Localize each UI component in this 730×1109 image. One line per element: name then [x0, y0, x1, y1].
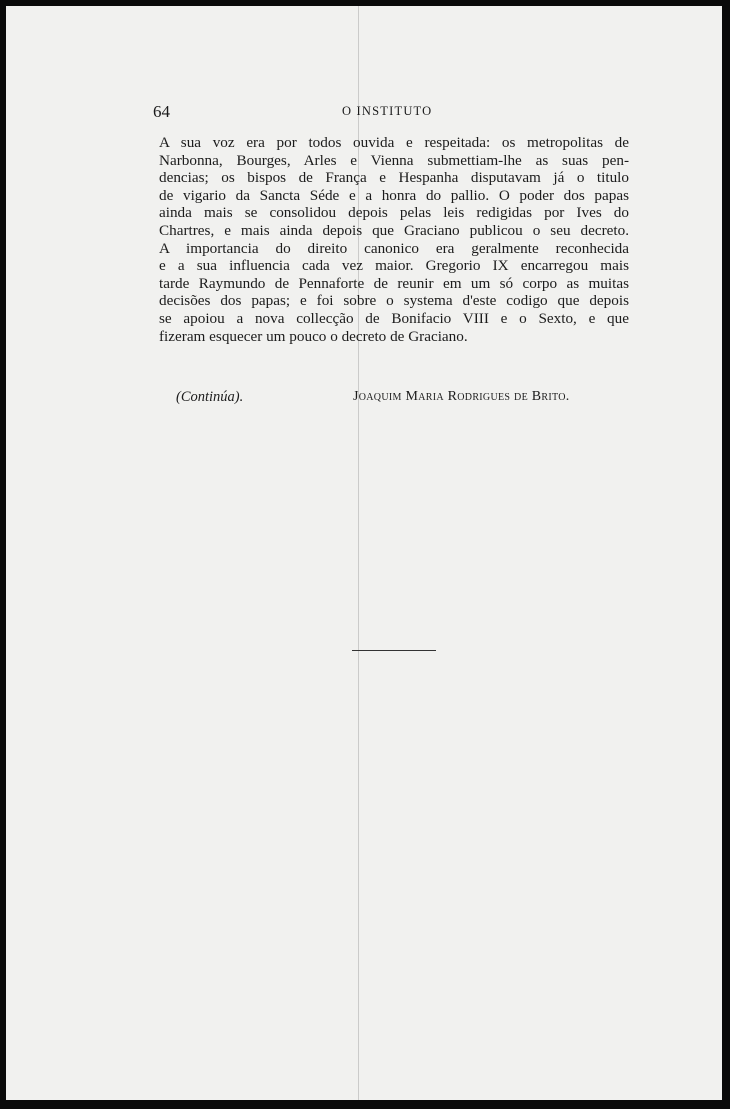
page-number: 64 — [153, 102, 170, 121]
text-line: Chartres, e mais ainda depois que Graciano publicou o seu decreto. — [159, 221, 629, 239]
text-line: ainda mais se consolidou depois pelas leis redigidas por Ives do — [159, 204, 629, 222]
continued-note: (Continúa). — [176, 389, 244, 405]
body-paragraph — [159, 134, 629, 345]
text-line: fizeram esquecer um pouco o decreto de Graciano. — [159, 327, 468, 345]
author-name: Joaquim Maria Rodrigues de Brito. — [353, 389, 570, 404]
signoff — [176, 389, 616, 409]
page-header — [153, 102, 593, 122]
text-line: decisões dos papas; e foi sobre o systema d'este codigo que depois — [159, 292, 629, 310]
text-line: de vigario da Sancta Séde e a honra do pallio. O poder dos papas — [159, 186, 629, 204]
text-line: tarde Raymundo de Pennaforte de reunir em um só corpo as muitas — [159, 274, 629, 292]
text-line: e a sua influencia cada vez maior. Gregorio IX encarregou mais — [159, 257, 629, 275]
text-line: Narbonna, Bourges, Arles e Vienna submettiam-lhe as suas pen- — [159, 151, 629, 169]
text-line: A importancia do direito canonico era geralmente reconhecida — [159, 239, 629, 257]
text-line: A sua voz era por todos ouvida e respeitada: os metropolitas de — [159, 134, 629, 151]
section-divider — [352, 650, 436, 651]
text-line: dencias; os bispos de França e Hespanha disputavam já o titulo — [159, 169, 629, 187]
book-page — [6, 6, 722, 1100]
text-line: se apoiou a nova collecção de Bonifacio VIII e o Sexto, e que — [159, 309, 629, 327]
running-title: O INSTITUTO — [342, 104, 433, 118]
